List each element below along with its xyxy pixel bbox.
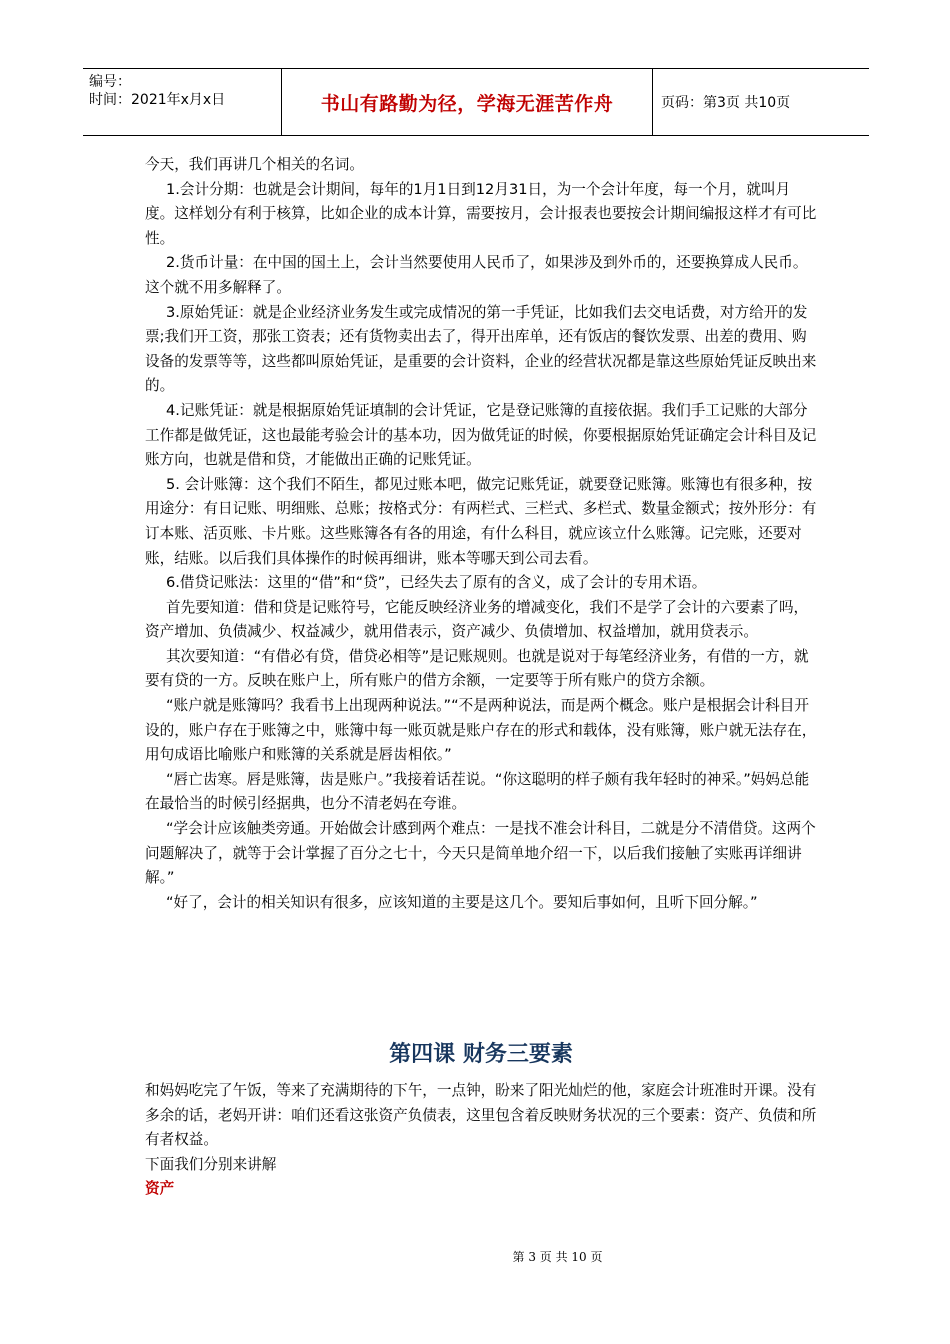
lesson-title: 第四课 财务三要素 (389, 1042, 573, 1067)
header-page-info: 页码：第3页 共10页 (661, 95, 791, 111)
body-paragraph: 6.借贷记账法：这里的“借”和“贷”，已经失去了原有的含义，成了会计的专用术语。 (166, 574, 707, 592)
body-paragraph: 5. 会计账簿：这个我们不陌生，都见过账本吧，做完记账凭证，就要登记账簿。账簿也有很多种，按用途分：有日记账、明细账、总账；按格式分：有两栏式、三栏式、多栏式、数量金额式；按外形分：有订本账、活页账、卡片账。这些账簿各有各的用途，有什么科目，就应该立什么账簿。记完账，还要对账，结账。以后我们具体操作的时候再细讲，账本等哪天到公司去看。 (145, 475, 817, 567)
body-paragraph: “好了，会计的相关知识有很多，应该知道的主要是这几个。要知后事如何，且听下回分解。” (166, 893, 758, 911)
header-number-label: 编号： (89, 74, 131, 90)
body-paragraph: 首先要知道：借和贷是记账符号，它能反映经济业务的增减变化，我们不是学了会计的六要素了吗，资产增加、负债减少、权益减少，就用借表示，资产减少、负债增加、权益增加，就用贷表示。 (145, 598, 809, 641)
body-paragraph: 2.货币计量：在中国的国土上，会计当然要使用人民币了，如果涉及到外币的，还要换算成人民币。这个就不用多解释了。 (145, 254, 808, 296)
body-paragraph: 今天，我们再讲几个相关的名词。 (145, 156, 364, 173)
section-heading-assets: 资产 (145, 1180, 175, 1198)
body-paragraph: “账户就是账簿吗？我看书上出现两种说法。”“不是两种说法，而是两个概念。账户是根据会计科目开设的，账户存在于账簿之中，账簿中每一账页就是账户存在的形式和载体，没有账簿，账户就无法存在，用句成语比喻账户和账簿的关系就是唇齿相依。” (145, 697, 817, 764)
header-date-label: 时间：2021年x月x日 (89, 92, 226, 108)
header-meta-cell (83, 69, 281, 135)
body-paragraph: “唇亡齿寒。唇是账簿，齿是账户。”我接着话茬说。“你这聪明的样子颇有我年轻时的神采。”妈妈总能在最恰当的时候引经据典，也分不清老妈在夸谁。 (145, 770, 810, 813)
body-paragraph: “学会计应该触类旁通。开始做会计感到两个难点：一是找不准会计科目，二就是分不清借贷。这两个问题解决了，就等于会计掌握了百分之七十，今天只是简单地介绍一下，以后我们接触了实账再详细讲解。” (145, 820, 816, 887)
document-header (83, 68, 869, 136)
lesson-body (145, 1079, 817, 1202)
body-paragraph: 其次要知道：“有借必有贷，借贷必相等”是记账规则。也就是说对于每笔经济业务，有借的一方，就要有贷的一方。反映在账户上，所有账户的借方余额，一定要等于所有账户的贷方余额。 (145, 647, 809, 690)
header-motto: 书山有路勤为径，学海无涯苦作舟 (281, 69, 653, 135)
lesson-paragraph: 下面我们分别来讲解 (145, 1155, 277, 1173)
footer-page-number: 第 3 页 共 10 页 (512, 1250, 603, 1264)
body-paragraph: 1.会计分期：也就是会计期间，每年的1月1日到12月31日，为一个会计年度，每一个月，就叫月度。这样划分有利于核算，比如企业的成本计算，需要按月，会计报表也要按会计期间编报这样才有可比性。 (145, 180, 817, 247)
body-paragraph: 4.记账凭证：就是根据原始凭证填制的会计凭证，它是登记账簿的直接依据。我们手工记账的大部分工作都是做凭证，这也最能考验会计的基本功，因为做凭证的时候，你要根据原始凭证确定会计科目及记账方向，也就是借和贷，才能做出正确的记账凭证。 (145, 401, 817, 469)
page-footer (0, 1248, 950, 1265)
body-paragraph: 3.原始凭证：就是企业经济业务发生或完成情况的第一手凭证，比如我们去交电话费，对方给开的发票;我们开工资，那张工资表；还有货物卖出去了，得开出库单，还有饭店的餐饮发票、出差的费用、购设备的发票等等，这些都叫原始凭证，是重要的会计资料，企业的经营状况都是靠这些原始凭证反映出来的。 (145, 303, 817, 395)
body-text (145, 153, 817, 915)
lesson-paragraph: 和妈妈吃完了午饭，等来了充满期待的下午，一点钟，盼来了阳光灿烂的他，家庭会计班准时开课。没有多余的话，老妈开讲：咱们还看这张资产负债表，这里包含着反映财务状况的三个要素：资产、负债和所有者权益。 (145, 1082, 817, 1149)
